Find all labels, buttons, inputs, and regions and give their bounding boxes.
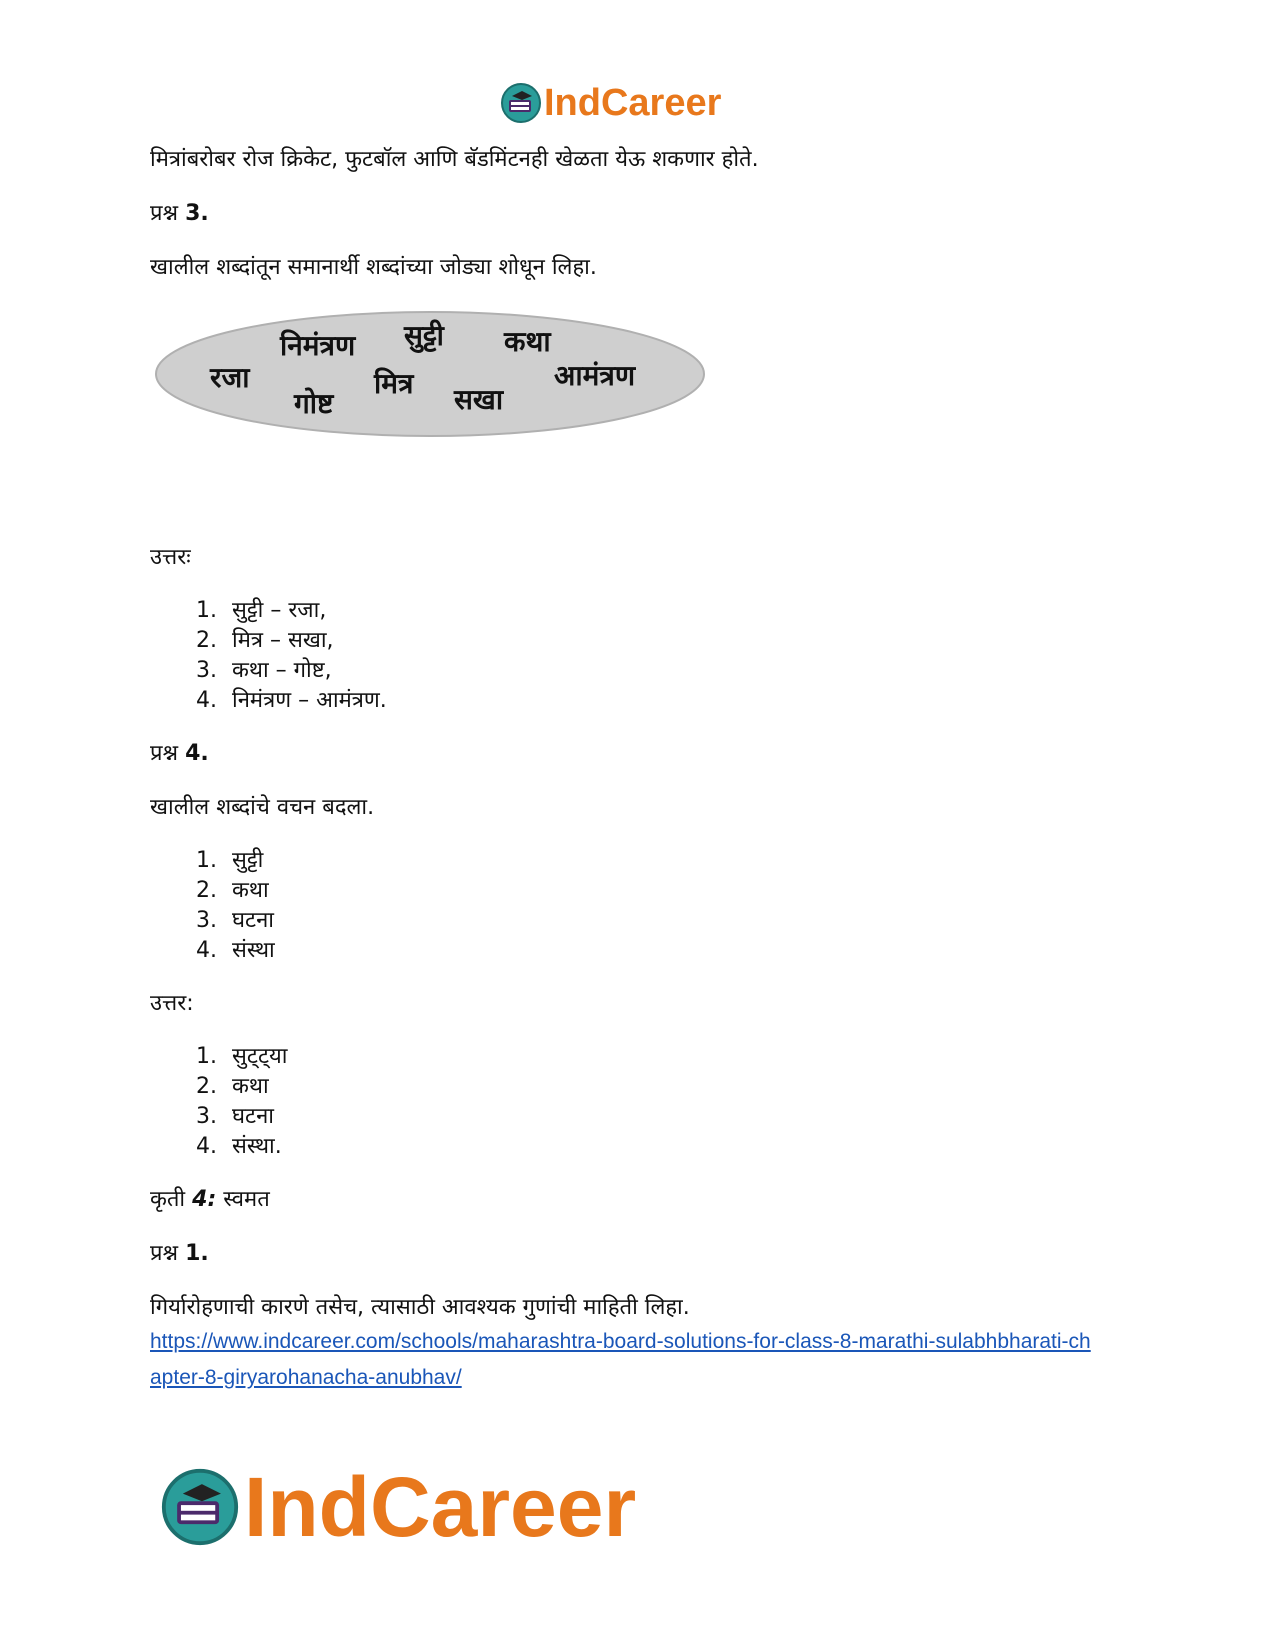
logo-bottom [160, 1459, 637, 1554]
list-item: 4. निमंत्रण – आमंत्रण. [224, 686, 1130, 716]
q3-num: 3. [185, 201, 209, 226]
oval-word: निमंत्रण [280, 329, 356, 362]
globe-logo-icon [500, 82, 542, 124]
brand-name: IndCareer [244, 1459, 637, 1554]
q4-label: प्रश्न [150, 741, 179, 766]
list-item: 2. कथा [224, 1072, 1130, 1102]
oval-word: मित्र [374, 367, 414, 400]
kruti-label: कृती [150, 1187, 186, 1212]
q3-answer-list [150, 596, 1130, 716]
kruti-title: स्वमत [223, 1187, 270, 1212]
q1-instruction: गिर्यारोहणाची कारणे तसेच, त्यासाठी आवश्यक गुणांची माहिती लिहा. [150, 1295, 690, 1320]
globe-logo-icon [160, 1467, 240, 1547]
list-item: 3. घटना [224, 1102, 1130, 1132]
logo-top [500, 78, 721, 128]
list-item: 3. घटना [224, 906, 1130, 936]
q4-answer-label: उत्तर: [150, 991, 194, 1016]
oval-word: आमंत्रण [554, 359, 636, 392]
q4-instruction: खालील शब्दांचे वचन बदला. [150, 795, 375, 820]
q3-instruction: खालील शब्दांतून समानार्थी शब्दांच्या जोड्या शोधून लिहा. [150, 255, 597, 280]
q1-heading [150, 1238, 1130, 1270]
q3-label: प्रश्न [150, 201, 179, 226]
q4-item-list [150, 846, 1130, 966]
list-item: 2. मित्र – सखा, [224, 626, 1130, 656]
oval-word: कथा [504, 325, 551, 358]
oval-word: सुट्टी [404, 319, 444, 352]
kruti-num: 4: [192, 1187, 217, 1212]
q4-heading [150, 738, 1130, 770]
list-item: 1. सुट्टी – रजा, [224, 596, 1130, 626]
source-link[interactable]: https://www.indcareer.com/schools/maharashtra-board-solutions-for-class-8-marathi-sulabhbharati-chapter-8-giryarohanacha-anubhav/ [150, 1330, 1091, 1389]
page-content [150, 144, 1130, 1396]
oval-word: रजा [210, 361, 250, 394]
list-item: 4. संस्था [224, 936, 1130, 966]
q1-num: 1. [185, 1241, 209, 1266]
brand-name: IndCareer [544, 81, 722, 124]
oval-word: सखा [454, 383, 504, 416]
q3-heading [150, 198, 1130, 230]
list-item: 3. कथा – गोष्ट, [224, 656, 1130, 686]
word-oval [150, 304, 750, 444]
oval-word: गोष्ट [294, 387, 334, 420]
list-item: 1. सुट्टी [224, 846, 1130, 876]
top-line: मित्रांबरोबर रोज क्रिकेट, फुटबॉल आणि बॅडमिंटनही खेळता येऊ शकणार होते. [150, 147, 759, 172]
list-item: 1. सुट्ट्या [224, 1042, 1130, 1072]
q4-answer-list [150, 1042, 1130, 1162]
q1-label: प्रश्न [150, 1241, 179, 1266]
kruti-heading [150, 1184, 1130, 1216]
list-item: 4. संस्था. [224, 1132, 1130, 1162]
q4-num: 4. [185, 741, 209, 766]
list-item: 2. कथा [224, 876, 1130, 906]
q3-answer-label: उत्तरः [150, 545, 191, 570]
